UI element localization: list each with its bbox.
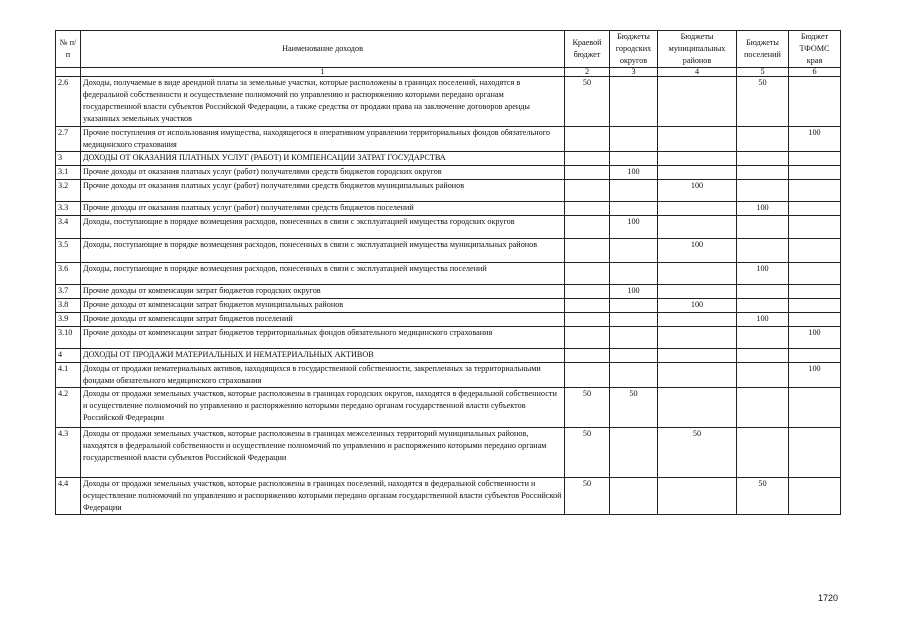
cell-municipal — [658, 313, 737, 327]
row-name: Доходы от продажи земельных участков, которые расположены в границах межселенных территорий муниципальных районов, находятся в федеральной собственности и осуществление полномочий по управлению и распоряжению которыми передано органам государственной власти субъектов Российской Федерации — [81, 428, 565, 478]
cell-city — [610, 428, 658, 478]
header-city: Бюджеты городских округов — [610, 31, 658, 68]
cell-city: 100 — [610, 216, 658, 239]
cell-settlements — [737, 363, 789, 388]
table-row — [56, 313, 841, 327]
table-row — [56, 388, 841, 428]
cell-regional — [565, 313, 610, 327]
cell-municipal — [658, 363, 737, 388]
row-number: 3.5 — [56, 239, 81, 263]
row-name: Доходы, получаемые в виде арендной платы за земельные участки, которые расположены в границах поселений, находятся в федеральной собственности и осуществление полномочий по управлению и распоряжению которыми передано органам государственной власти субъектов Российской Федерации, а также средства от продажи права на заключение договоров аренды указанных земельных участков — [81, 77, 565, 127]
table-row — [56, 152, 841, 166]
row-name: Прочие доходы от оказания платных услуг (работ) получателями средств бюджетов городских округов — [81, 166, 565, 180]
table-row — [56, 428, 841, 478]
column-number: 6 — [789, 68, 841, 77]
cell-municipal — [658, 166, 737, 180]
cell-municipal — [658, 327, 737, 349]
cell-regional — [565, 180, 610, 202]
cell-municipal: 50 — [658, 428, 737, 478]
row-number: 3.2 — [56, 180, 81, 202]
row-name: Доходы от продажи нематериальных активов, находящихся в государственной собственности, закрепленных за территориальными фондами обязательного медицинского страхования — [81, 363, 565, 388]
cell-municipal: 100 — [658, 180, 737, 202]
column-number — [56, 68, 81, 77]
row-name: ДОХОДЫ ОТ ПРОДАЖИ МАТЕРИАЛЬНЫХ И НЕМАТЕРИАЛЬНЫХ АКТИВОВ — [81, 349, 565, 363]
cell-tfoms — [789, 152, 841, 166]
cell-tfoms — [789, 285, 841, 299]
cell-city — [610, 299, 658, 313]
cell-settlements — [737, 127, 789, 152]
cell-regional: 50 — [565, 428, 610, 478]
cell-tfoms — [789, 166, 841, 180]
row-number: 2.7 — [56, 127, 81, 152]
column-number: 3 — [610, 68, 658, 77]
cell-regional — [565, 327, 610, 349]
column-number-row — [56, 68, 841, 77]
cell-municipal — [658, 478, 737, 515]
cell-tfoms — [789, 263, 841, 285]
row-name: Прочие доходы от компенсации затрат бюджетов поселений — [81, 313, 565, 327]
column-number: 1 — [81, 68, 565, 77]
cell-tfoms — [789, 388, 841, 428]
cell-city — [610, 263, 658, 285]
cell-municipal — [658, 349, 737, 363]
cell-municipal — [658, 388, 737, 428]
cell-settlements — [737, 285, 789, 299]
column-number: 5 — [737, 68, 789, 77]
cell-regional — [565, 127, 610, 152]
row-name: ДОХОДЫ ОТ ОКАЗАНИЯ ПЛАТНЫХ УСЛУГ (РАБОТ) И КОМПЕНСАЦИИ ЗАТРАТ ГОСУДАРСТВА — [81, 152, 565, 166]
header-name: Наименование доходов — [81, 31, 565, 68]
revenue-distribution-table — [55, 30, 841, 515]
table-row — [56, 327, 841, 349]
cell-regional — [565, 349, 610, 363]
cell-city — [610, 349, 658, 363]
cell-city — [610, 127, 658, 152]
cell-settlements: 50 — [737, 77, 789, 127]
cell-settlements — [737, 388, 789, 428]
row-number: 3.6 — [56, 263, 81, 285]
cell-regional — [565, 285, 610, 299]
table-body — [56, 77, 841, 515]
row-number: 3.9 — [56, 313, 81, 327]
cell-settlements — [737, 180, 789, 202]
table-row — [56, 478, 841, 515]
header-municipal: Бюджеты муниципальных районов — [658, 31, 737, 68]
cell-city — [610, 152, 658, 166]
row-number: 4.3 — [56, 428, 81, 478]
cell-municipal — [658, 152, 737, 166]
table-row — [56, 166, 841, 180]
row-number: 3.4 — [56, 216, 81, 239]
cell-municipal — [658, 127, 737, 152]
cell-tfoms — [789, 239, 841, 263]
cell-city — [610, 239, 658, 263]
cell-regional — [565, 299, 610, 313]
cell-regional — [565, 202, 610, 216]
row-name: Прочие доходы от компенсации затрат бюджетов городских округов — [81, 285, 565, 299]
cell-settlements — [737, 152, 789, 166]
cell-regional — [565, 166, 610, 180]
header-settlements: Бюджеты поселений — [737, 31, 789, 68]
header-tfoms: Бюджет ТФОМС края — [789, 31, 841, 68]
cell-regional — [565, 239, 610, 263]
cell-city: 50 — [610, 388, 658, 428]
cell-settlements — [737, 349, 789, 363]
cell-city — [610, 202, 658, 216]
column-number: 2 — [565, 68, 610, 77]
cell-regional — [565, 263, 610, 285]
row-number: 4.2 — [56, 388, 81, 428]
cell-settlements: 50 — [737, 478, 789, 515]
cell-tfoms — [789, 478, 841, 515]
row-name: Доходы, поступающие в порядке возмещения расходов, понесенных в связи с эксплуатацией имущества поселений — [81, 263, 565, 285]
cell-tfoms — [789, 77, 841, 127]
cell-regional — [565, 152, 610, 166]
cell-tfoms — [789, 299, 841, 313]
cell-tfoms: 100 — [789, 127, 841, 152]
cell-municipal — [658, 285, 737, 299]
cell-settlements: 100 — [737, 202, 789, 216]
table-row — [56, 239, 841, 263]
page-number: 1720 — [818, 593, 839, 603]
cell-regional — [565, 363, 610, 388]
column-number: 4 — [658, 68, 737, 77]
row-name: Прочие поступления от использования имущества, находящегося в оперативном управлении территориальных фондов обязательного медицинского страхования — [81, 127, 565, 152]
cell-tfoms — [789, 313, 841, 327]
row-number: 3.3 — [56, 202, 81, 216]
cell-municipal: 100 — [658, 239, 737, 263]
cell-tfoms: 100 — [789, 363, 841, 388]
cell-regional — [565, 216, 610, 239]
cell-city — [610, 363, 658, 388]
table-row — [56, 363, 841, 388]
cell-tfoms — [789, 216, 841, 239]
cell-regional: 50 — [565, 478, 610, 515]
row-name: Прочие доходы от компенсации затрат бюджетов территориальных фондов обязательного медицинского страхования — [81, 327, 565, 349]
table-row — [56, 77, 841, 127]
header-regional: Краевой бюджет — [565, 31, 610, 68]
row-number: 2.6 — [56, 77, 81, 127]
cell-tfoms — [789, 202, 841, 216]
cell-settlements — [737, 166, 789, 180]
table-row — [56, 127, 841, 152]
table-row — [56, 285, 841, 299]
cell-settlements — [737, 428, 789, 478]
row-name: Доходы, поступающие в порядке возмещения расходов, понесенных в связи с эксплуатацией имущества муниципальных районов — [81, 239, 565, 263]
cell-settlements: 100 — [737, 263, 789, 285]
cell-tfoms — [789, 180, 841, 202]
row-name: Прочие доходы от оказания платных услуг (работ) получателями средств бюджетов поселений — [81, 202, 565, 216]
table-row — [56, 263, 841, 285]
cell-city — [610, 77, 658, 127]
cell-tfoms: 100 — [789, 327, 841, 349]
table-row — [56, 299, 841, 313]
row-name: Доходы от продажи земельных участков, которые расположены в границах поселений, находятся в федеральной собственности и осуществление полномочий по управлению и распоряжению которыми передано органам государственной власти субъектов Российской Федерации — [81, 478, 565, 515]
row-name: Прочие доходы от оказания платных услуг (работ) получателями средств бюджетов муниципальных районов — [81, 180, 565, 202]
cell-settlements — [737, 299, 789, 313]
cell-city — [610, 313, 658, 327]
header-row — [56, 31, 841, 68]
cell-municipal — [658, 263, 737, 285]
cell-municipal — [658, 202, 737, 216]
table-row — [56, 216, 841, 239]
row-number: 3 — [56, 152, 81, 166]
cell-city — [610, 180, 658, 202]
table-row — [56, 349, 841, 363]
cell-settlements — [737, 216, 789, 239]
row-number: 3.7 — [56, 285, 81, 299]
cell-municipal — [658, 216, 737, 239]
cell-city — [610, 327, 658, 349]
table-row — [56, 202, 841, 216]
row-number: 3.1 — [56, 166, 81, 180]
row-number: 3.8 — [56, 299, 81, 313]
row-number: 4.1 — [56, 363, 81, 388]
cell-regional: 50 — [565, 388, 610, 428]
cell-municipal — [658, 77, 737, 127]
header-no: № п/п — [56, 31, 81, 68]
cell-municipal: 100 — [658, 299, 737, 313]
cell-settlements — [737, 327, 789, 349]
cell-city — [610, 478, 658, 515]
cell-tfoms — [789, 428, 841, 478]
cell-city: 100 — [610, 166, 658, 180]
row-name: Прочие доходы от компенсации затрат бюджетов муниципальных районов — [81, 299, 565, 313]
cell-tfoms — [789, 349, 841, 363]
row-number: 4 — [56, 349, 81, 363]
row-number: 4.4 — [56, 478, 81, 515]
row-name: Доходы, поступающие в порядке возмещения расходов, понесенных в связи с эксплуатацией имущества городских округов — [81, 216, 565, 239]
row-name: Доходы от продажи земельных участков, которые расположены в границах городских округов, находятся в федеральной собственности и осуществление полномочий по управлению и распоряжению которыми передано органам государственной власти субъектов Российской Федерации — [81, 388, 565, 428]
cell-settlements: 100 — [737, 313, 789, 327]
row-number: 3.10 — [56, 327, 81, 349]
cell-city: 100 — [610, 285, 658, 299]
cell-settlements — [737, 239, 789, 263]
cell-regional: 50 — [565, 77, 610, 127]
table-row — [56, 180, 841, 202]
